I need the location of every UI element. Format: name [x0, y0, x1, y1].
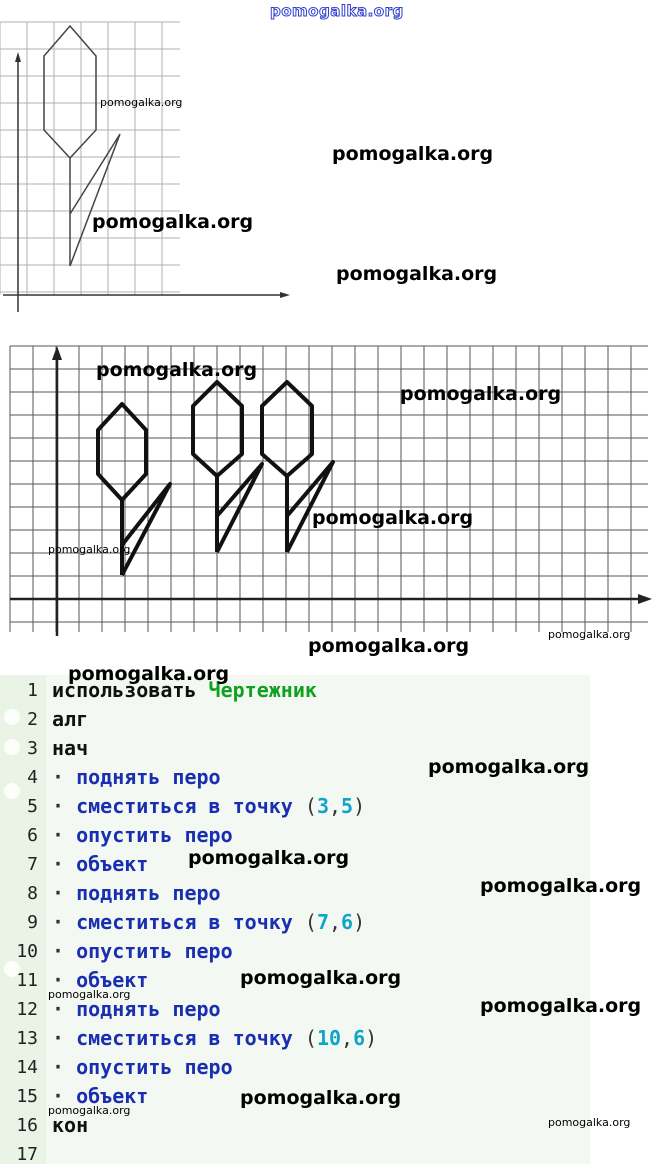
cmd-move-to: сместиться в точку [76, 794, 293, 818]
code-line-8[interactable]: · поднять перо [52, 881, 221, 905]
line-number: 6 [27, 825, 38, 846]
watermark: pomogalka.org [312, 507, 474, 529]
line-number: 14 [16, 1057, 38, 1078]
module-name: Чертежник [208, 678, 317, 702]
watermark: pomogalka.org [270, 2, 404, 20]
flower-3-head [262, 382, 312, 476]
keyword-alg: алг [52, 707, 89, 731]
code-line-10[interactable]: · опустить перо [52, 939, 233, 963]
watermark: pomogalka.org [48, 988, 131, 1001]
watermark: pomogalka.org [68, 663, 230, 685]
code-line-4[interactable]: · поднять перо [52, 765, 221, 789]
line-number: 9 [27, 912, 38, 933]
watermark: pomogalka.org [100, 96, 183, 109]
code-line-3[interactable] [52, 736, 88, 760]
line-number: 17 [16, 1144, 38, 1165]
watermark: pomogalka.org [96, 359, 258, 381]
watermark: pomogalka.org [480, 995, 642, 1017]
line-number: 13 [16, 1028, 38, 1049]
watermark: pomogalka.org [480, 875, 642, 897]
cmd-object: объект [76, 1084, 149, 1108]
line-number: 10 [16, 941, 38, 962]
code-line-14[interactable]: · опустить перо [52, 1055, 233, 1079]
cmd-object: объект [76, 968, 149, 992]
watermark: pomogalka.org [48, 1104, 131, 1117]
code-line-9[interactable]: · сместиться в точку (7,6) [52, 910, 366, 934]
cmd-move-to: сместиться в точку [76, 1026, 293, 1050]
keyword-end: кон [52, 1113, 89, 1137]
code-line-2[interactable] [52, 707, 88, 731]
line-number: 7 [27, 854, 38, 875]
line-number: 4 [27, 767, 38, 788]
watermark: pomogalka.org [548, 1116, 631, 1129]
watermark: pomogalka.org [240, 967, 402, 989]
cmd-pen-down: опустить перо [76, 939, 233, 963]
coord-x: 10 [316, 1026, 342, 1050]
watermark: pomogalka.org [92, 211, 254, 233]
coord-x: 7 [316, 910, 329, 934]
watermark: pomogalka.org [336, 263, 498, 285]
cmd-pen-up: поднять перо [76, 881, 221, 905]
watermark: pomogalka.org [240, 1087, 402, 1109]
line-number: 16 [16, 1115, 38, 1136]
line-number: 8 [27, 883, 38, 904]
code-line-7[interactable]: · объект [52, 852, 149, 876]
code-line-13[interactable]: · сместиться в точку (10,6) [52, 1026, 378, 1050]
cmd-object: объект [76, 852, 149, 876]
code-line-5[interactable]: · сместиться в точку (3,5) [52, 794, 366, 818]
flower-1-head [98, 404, 146, 500]
code-line-11[interactable]: · объект [52, 968, 149, 992]
watermark: pomogalka.org [548, 628, 631, 641]
watermark: pomogalka.org [188, 847, 350, 869]
coord-x: 3 [316, 794, 329, 818]
line-number: 1 [27, 680, 38, 701]
code-line-15[interactable]: · объект [52, 1084, 149, 1108]
code-line-12[interactable]: · поднять перо [52, 997, 221, 1021]
keyword-use: использовать [52, 678, 197, 702]
watermark: pomogalka.org [308, 635, 470, 657]
coord-y: 6 [353, 1026, 366, 1050]
line-number: 3 [27, 738, 38, 759]
cmd-pen-up: поднять перо [76, 997, 221, 1021]
line-number: 12 [16, 999, 38, 1020]
coord-y: 5 [341, 794, 354, 818]
coord-y: 6 [341, 910, 354, 934]
cmd-move-to: сместиться в точку [76, 910, 293, 934]
grid-drawing-single-flower [0, 0, 300, 320]
cmd-pen-up: поднять перо [76, 765, 221, 789]
line-number: 15 [16, 1086, 38, 1107]
code-line-6[interactable]: · опустить перо [52, 823, 233, 847]
flower-head [44, 26, 96, 158]
watermark: pomogalka.org [400, 383, 562, 405]
line-number: 5 [27, 796, 38, 817]
watermark: pomogalka.org [48, 543, 131, 556]
line-number: 11 [16, 970, 38, 991]
cmd-pen-down: опустить перо [76, 1055, 233, 1079]
cmd-pen-down: опустить перо [76, 823, 233, 847]
watermark: pomogalka.org [428, 756, 590, 778]
keyword-begin: нач [52, 736, 89, 760]
line-number: 2 [27, 709, 38, 730]
watermark: pomogalka.org [332, 143, 494, 165]
